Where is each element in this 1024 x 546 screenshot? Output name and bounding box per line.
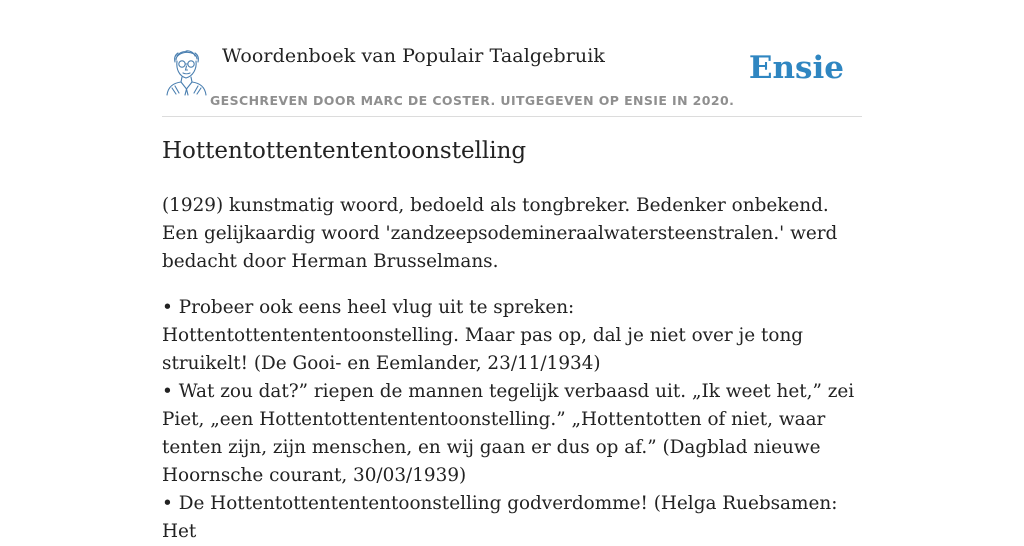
citation-quote: • De Hottentottentententoonstelling godverdomme! (Helga Ruebsamen: Het [162, 493, 838, 542]
entry-title: Hottentottentententoonstelling [162, 138, 527, 164]
citation-quote: • Wat zou dat?” riepen de mannen tegelijk verbaasd uit. „Ik weet het,” zei Piet, „een Hottentottentententoonstelling.” „Hottentotten of niet, waar tenten zijn, zijn menschen, en wij gaan er dus op af.” (Dagblad nieuwe Hoornsche courant, 30/03/1939) [162, 381, 855, 486]
author-portrait-icon[interactable] [164, 46, 210, 96]
ensie-logo-link[interactable]: Ensie [748, 50, 844, 86]
citation-quote: • Probeer ook eens heel vlug uit te spreken: Hottentottentententoonstelling. Maar pas op, dal je niet over je tong struikelt! (De Gooi- en Eemlander, 23/11/1934) [162, 297, 804, 374]
author-byline: GESCHREVEN DOOR MARC DE COSTER. UITGEGEVEN OP ENSIE IN 2020. [210, 93, 735, 108]
entry-body [162, 192, 862, 546]
dictionary-title[interactable]: Woordenboek van Populair Taalgebruik [222, 45, 606, 67]
dictionary-header [162, 0, 862, 117]
entry-definition: (1929) kunstmatig woord, bedoeld als tongbreker. Bedenker onbekend. Een gelijkaardig woord 'zandzeepsodemineraalwatersteenstralen.' werd bedacht door Herman Brusselmans. [162, 195, 838, 272]
